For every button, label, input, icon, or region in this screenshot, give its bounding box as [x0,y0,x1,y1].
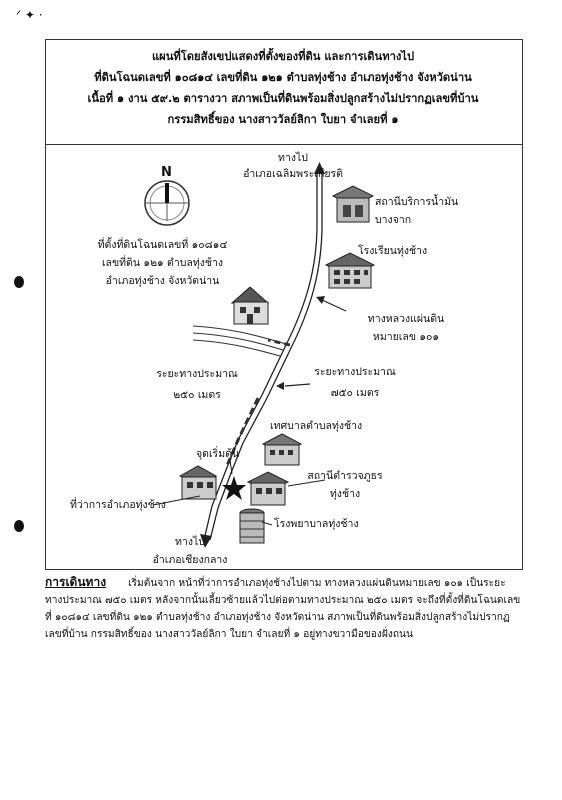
header-owner: กรรมสิทธิ์ของ นางสาววัลย์ลิกา ใบยา จำเลยที่ ๑ [167,113,399,126]
gas-station-icon [333,186,373,222]
district-office-icon [180,466,216,499]
distance-250-label: ระยะทางประมาณ ๒๕๐ เมตร [156,368,238,401]
south-destination-label: ทางไป อำเภอเชียงกลาง [152,536,228,566]
municipality-icon [263,434,301,465]
header-area: เนื้อที่ ๑ งาน ๕๙.๒ ตารางวา สภาพเป็นที่ดินพร้อมสิ่งปลูกสร้างไม่ปรากฏเลขที่บ้าน [87,92,479,105]
school-icon [326,253,374,288]
land-site-house-icon [232,287,268,324]
scan-mark: ᐟ ✦ · [16,8,43,22]
police-station-icon [248,472,288,505]
school-label: โรงเรียนทุ่งช้าง [358,245,428,257]
police-station-label: สถานีตำรวจภูธร ทุ่งช้าง [307,470,383,500]
compass-letter: N [161,165,172,180]
travel-body: เริ่มต้นจาก หน้าที่ว่าการอำเภอทุ่งช้างไปตาม ทางหลวงแผ่นดินหมายเลข ๑๐๑ เป็นระยะทางประมาณ ๗๕๐ เมตร หลังจากนั้นเลี้ยวซ้ายแล้วไปต่อตามทางประมาณ ๒๕๐ เมตร จะถึงที่ตั้งที่ดินโฉนดเลขที่ ๑๐๘๑๔ เลขที่ดิน ๑๒๑ ตำบลทุ่งช้าง อำเภอทุ่งช้าง จังหวัดน่าน สภาพเป็นที่ดินพร้อมสิ่งปลูกสร้างไม่ปรากฏเลขที่บ้าน กรรมสิทธิ์ของ นางสาววัลย์ลิกา ใบยา จำเลยที่ ๑ อยู่ทางขวามือของฝั่งถนน [45,578,521,640]
municipality-label: เทศบาลตำบลทุ่งช้าง [270,420,363,432]
highway-label: ทางหลวงแผ่นดิน หมายเลข ๑๐๑ [367,313,445,343]
travel-heading: การเดินทาง [45,575,107,589]
land-site-label: ที่ตั้งที่ดินโฉนดเลขที่ ๑๐๘๑๔ เลขที่ดิน ๑๒๑ ตำบลทุ่งช้าง อำเภอทุ่งช้าง จังหวัดน่าน [97,239,228,287]
start-point-label: จุดเริ่มต้น [196,448,240,460]
travel-description [45,574,521,643]
header-deed: ที่ดินโฉนดเลขที่ ๑๐๘๑๔ เลขที่ดิน ๑๒๑ ตำบลทุ่งช้าง อำเภอทุ่งช้าง จังหวัดน่าน [94,71,472,84]
north-destination-label: ทางไป อำเภอเฉลิมพระเกียรติ [243,152,343,180]
compass-icon [145,181,189,225]
district-office-label: ที่ว่าการอำเภอทุ่งช้าง [70,499,166,511]
start-star-icon [222,476,246,500]
distance-750-label: ระยะทางประมาณ ๗๕๐ เมตร [314,366,396,399]
hospital-label: โรงพยาบาลทุ่งช้าง [274,518,359,530]
gas-station-label: สถานีบริการน้ำมัน บางจาก [375,196,459,226]
header-title: แผนที่โดยสังเขปแสดงที่ตั้งของที่ดิน และการเดินทางไป [151,50,415,63]
